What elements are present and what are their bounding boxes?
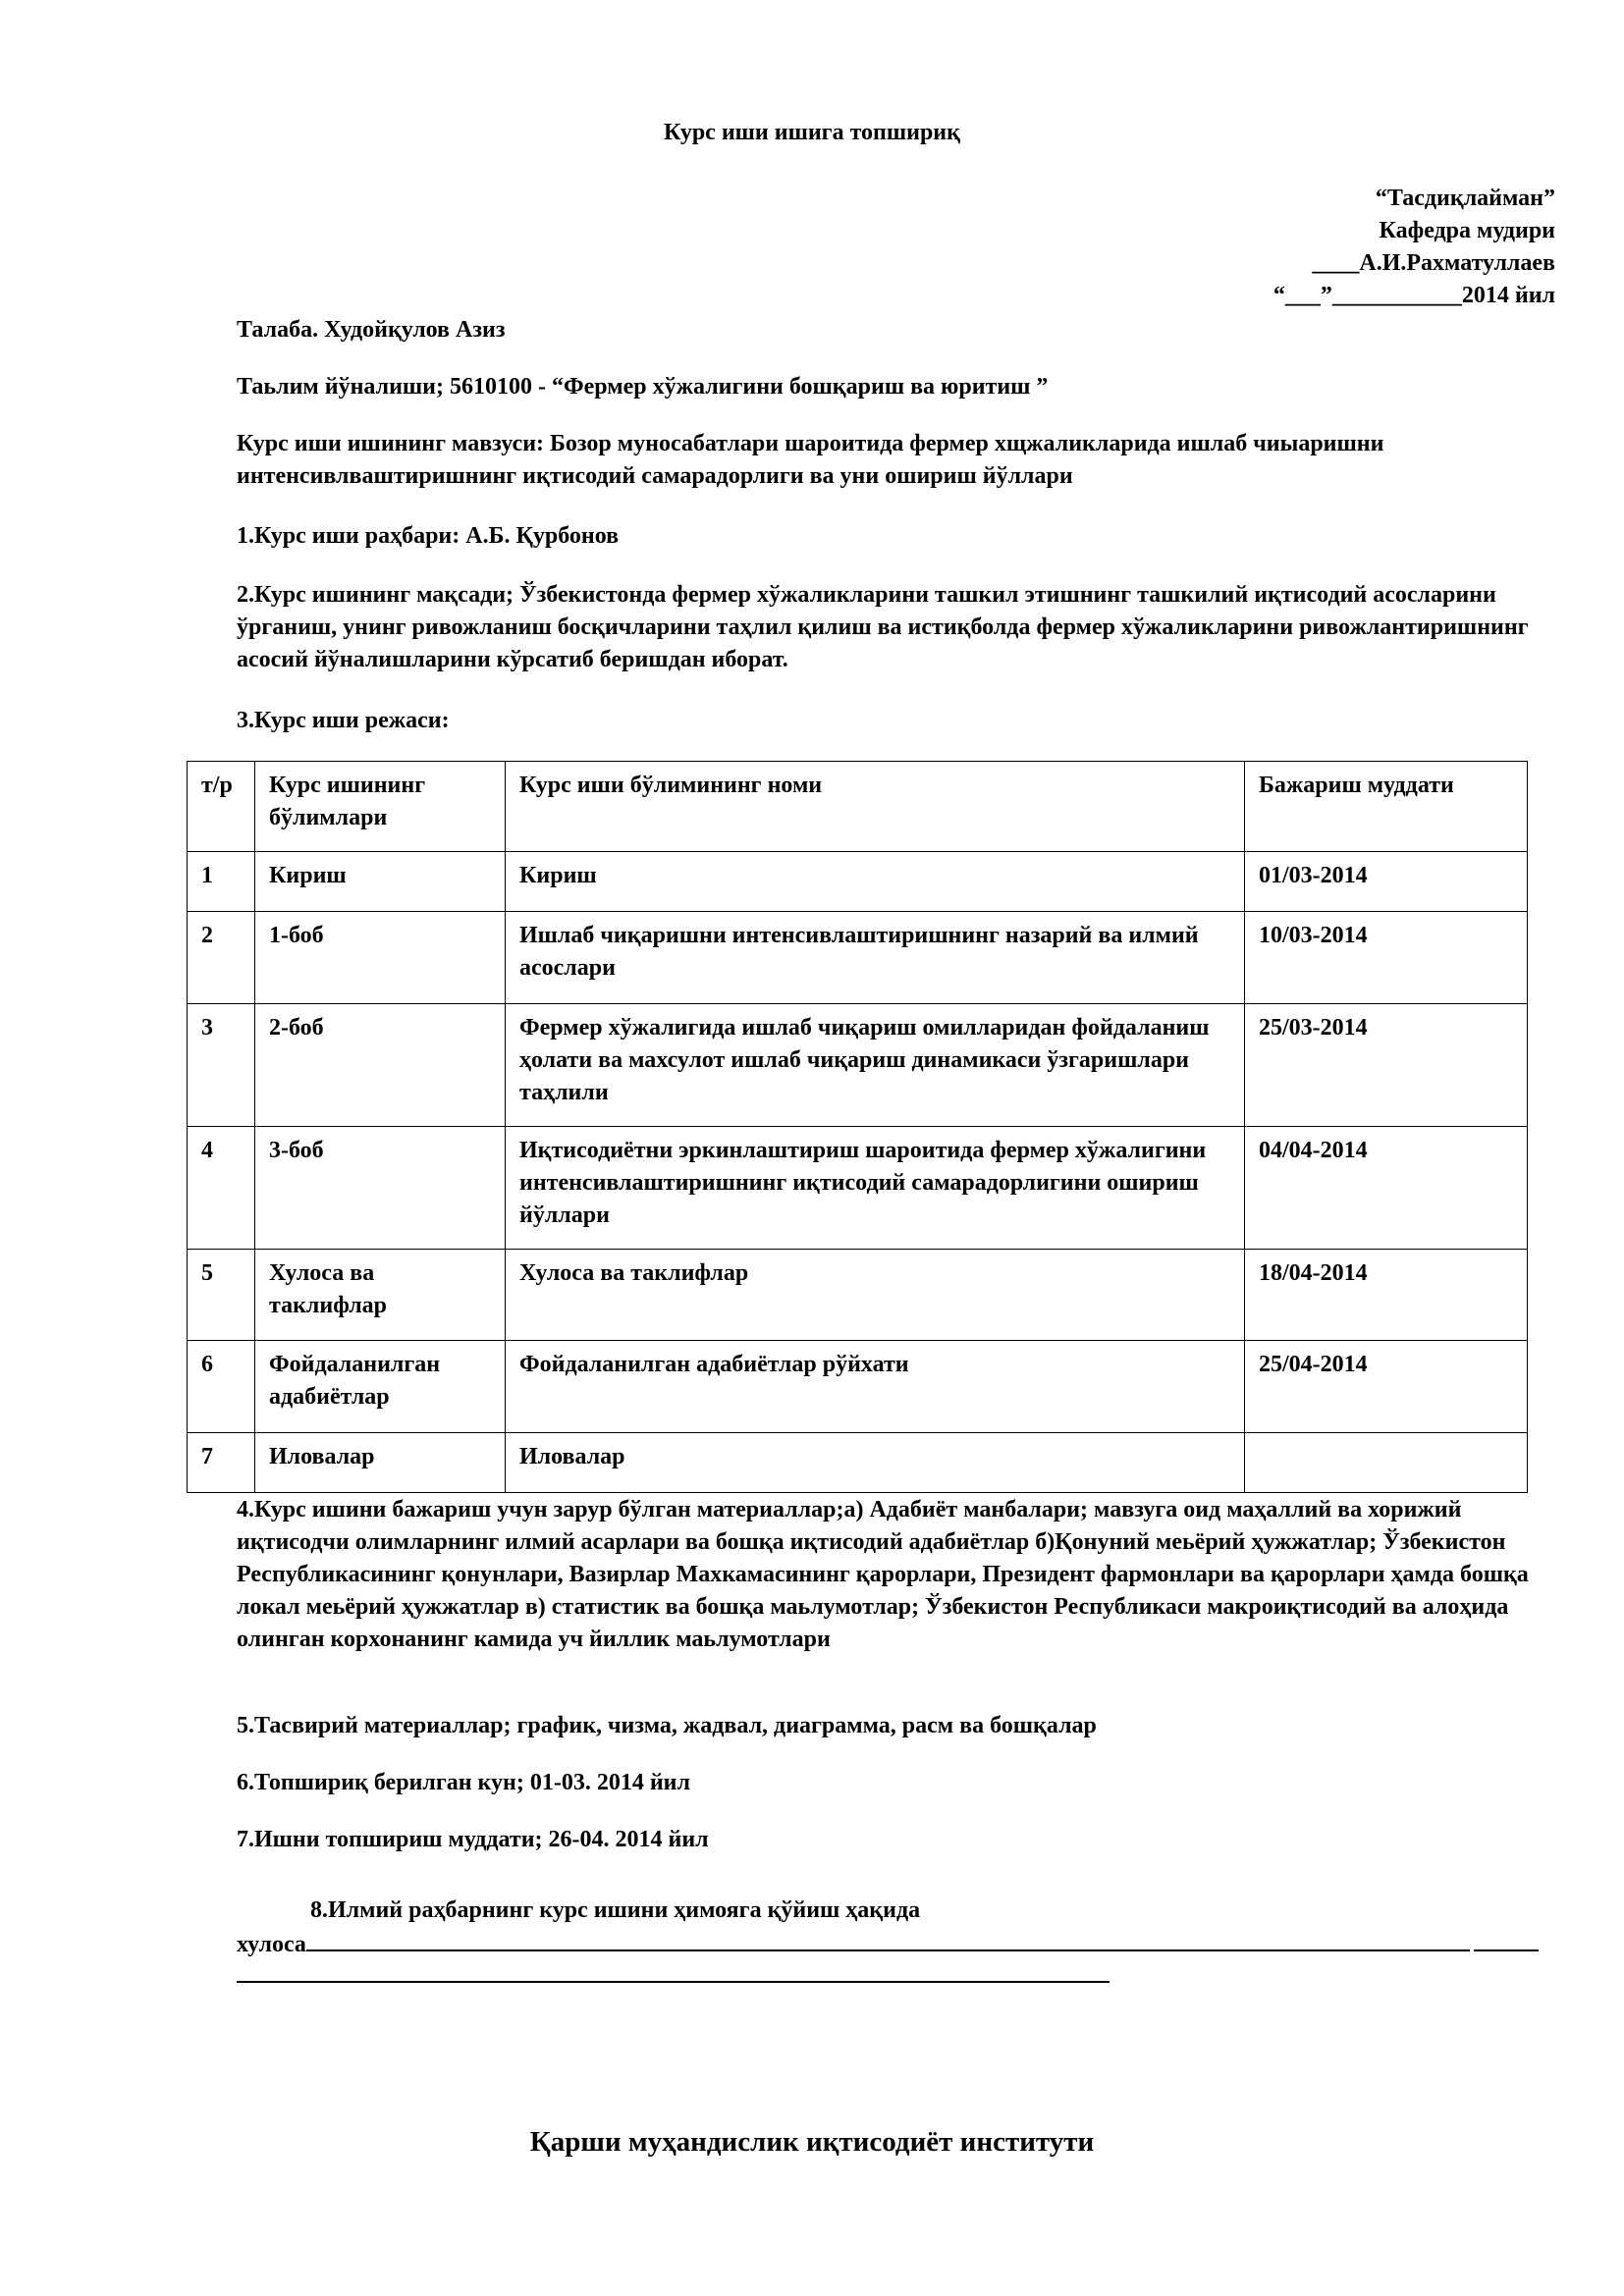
- table-row: [188, 852, 1528, 912]
- table-cell: 25/03-2014: [1245, 1004, 1528, 1127]
- table-cell: 2: [188, 912, 255, 1004]
- supervisor: 1.Курс иши раҳбари: А.Б. Қурбонов: [237, 523, 620, 549]
- institute-name: Қарши муҳандислик иқтисодиёт институти: [529, 2126, 1095, 2158]
- table-cell: Кириш: [255, 852, 506, 912]
- table-cell: 7: [188, 1433, 255, 1493]
- signature-underline: [237, 1981, 1110, 1983]
- table-cell: 18/04-2014: [1245, 1250, 1528, 1341]
- table-row: [188, 912, 1528, 1004]
- table-row: [188, 1341, 1528, 1433]
- table-header-row: [188, 762, 1528, 852]
- approval-line: “Тасдиқлайман”: [1375, 186, 1555, 211]
- table-cell: 2-боб: [255, 1004, 506, 1127]
- conclusion-heading: 8.Илмий раҳбарнинг курс ишини ҳимояга қўйиш ҳақида: [310, 1897, 921, 1923]
- student-name: Талаба. Худойқулов Азиз: [237, 317, 506, 343]
- page-title: Курс иши ишига топшириқ: [664, 120, 960, 145]
- approval-date: “___”___________2014 йил: [1272, 283, 1555, 308]
- table-cell: Иловалар: [255, 1433, 506, 1493]
- approval-signature: ____А.И.Рахматуллаев: [1312, 250, 1555, 276]
- table-cell: 3: [188, 1004, 255, 1127]
- table-row: [188, 1004, 1528, 1127]
- table-row: [188, 1250, 1528, 1341]
- plan-table: [187, 761, 1528, 1493]
- table-cell: 1: [188, 852, 255, 912]
- table-cell: Хулоса ва таклифлар: [506, 1250, 1245, 1341]
- plan-heading: 3.Курс иши режаси:: [237, 708, 450, 733]
- table-cell: Ишлаб чиқаришни интенсивлаштиришнинг назарий ва илмий асослари: [506, 912, 1245, 1004]
- conclusion-line: [237, 1926, 1552, 1961]
- table-row: [188, 1127, 1528, 1250]
- signature-underline: [306, 1926, 1470, 1951]
- table-cell: 25/04-2014: [1245, 1341, 1528, 1433]
- header-cell: Курс ишининг бўлимлари: [255, 762, 506, 852]
- study-direction: Таьлим йўналиши; 5610100 - “Фермер хўжалигини бошқариш ва юритиш ”: [237, 374, 1049, 400]
- table-cell: Фойдаланилган адабиётлар: [255, 1341, 506, 1433]
- visual-materials: 5.Тасвирий материаллар; график, чизма, жадвал, диаграмма, расм ва бошқалар: [237, 1713, 1097, 1738]
- table-row: [188, 1433, 1528, 1493]
- approval-position: Кафедра мудири: [1379, 218, 1555, 243]
- course-goal: 2.Курс ишининг мақсади; Ўзбекистонда фермер хўжаликларини ташкил этишнинг ташкилий иқтисодий асосларини ўрганиш, унинг ривожланиш босқичларини таҳлил қилиш ва истиқболда фермер хўжаликларини ривожлантиришнинг асосий йўналишларини кўрсатиб беришдан иборат.: [237, 582, 1529, 672]
- table-cell: 10/03-2014: [1245, 912, 1528, 1004]
- required-materials: 4.Курс ишини бажариш учун зарур бўлган материаллар;а) Адабиёт манбалари; мавзуга оид маҳаллий ва хорижий иқтисодчи олимларнинг илмий асарлари ва бошқа иқтисодий адабиётлар б)Қонуний меьёрий ҳужжатлар; Ўзбекистон Республикасининг қонунлари, Вазирлар Махкамасининг қарорлари, Президент фармонлари ва қарорлари ҳамда бошқа локал меьёрий ҳужжатлар в) статистик ва бошқа маьлумотлар; Ўзбекистон Республикаси макроиқтисодий ва алоҳида олинган корхонанинг камида уч йиллик маьлумотлари: [237, 1497, 1529, 1652]
- table-cell: Фермер хўжалигида ишлаб чиқариш омилларидан фойдаланиш ҳолати ва махсулот ишлаб чиқариш динамикаси ўзгаришлари таҳлили: [506, 1004, 1245, 1127]
- header-cell: Курс иши бўлимининг номи: [506, 762, 1245, 852]
- table-cell: 3-боб: [255, 1127, 506, 1250]
- table-cell: 1-боб: [255, 912, 506, 1004]
- table-cell: 04/04-2014: [1245, 1127, 1528, 1250]
- table-cell: Иловалар: [506, 1433, 1245, 1493]
- table-cell: 01/03-2014: [1245, 852, 1528, 912]
- table-cell: 4: [188, 1127, 255, 1250]
- header-cell: т/р: [188, 762, 255, 852]
- course-topic: Курс иши ишининг мавзуси: Бозор муносабатлари шароитида фермер хщжаликларида ишлаб чиыаришни интенсивлваштиришнинг иқтисодий самарадорлиги ва уни ошириш йўллари: [237, 431, 1384, 489]
- table-cell: 6: [188, 1341, 255, 1433]
- signature-underline: [1474, 1926, 1539, 1951]
- submission-deadline: 7.Ишни топшириш муддати; 26-04. 2014 йил: [237, 1827, 709, 1852]
- issue-date: 6.Топшириқ берилган кун; 01-03. 2014 йил: [237, 1770, 690, 1795]
- header-cell: Бажариш муддати: [1245, 762, 1528, 852]
- table-cell: Фойдаланилган адабиётлар рўйхати: [506, 1341, 1245, 1433]
- conclusion-label: хулоса: [237, 1932, 306, 1957]
- table-cell: [1245, 1433, 1528, 1493]
- table-cell: 5: [188, 1250, 255, 1341]
- table-cell: Иқтисодиётни эркинлаштириш шароитида фермер хўжалигини интенсивлаштиришнинг иқтисодий самарадорлигини ошириш йўллари: [506, 1127, 1245, 1250]
- table-cell: Хулоса ва таклифлар: [255, 1250, 506, 1341]
- approval-block: [1273, 183, 1555, 312]
- table-cell: Кириш: [506, 852, 1245, 912]
